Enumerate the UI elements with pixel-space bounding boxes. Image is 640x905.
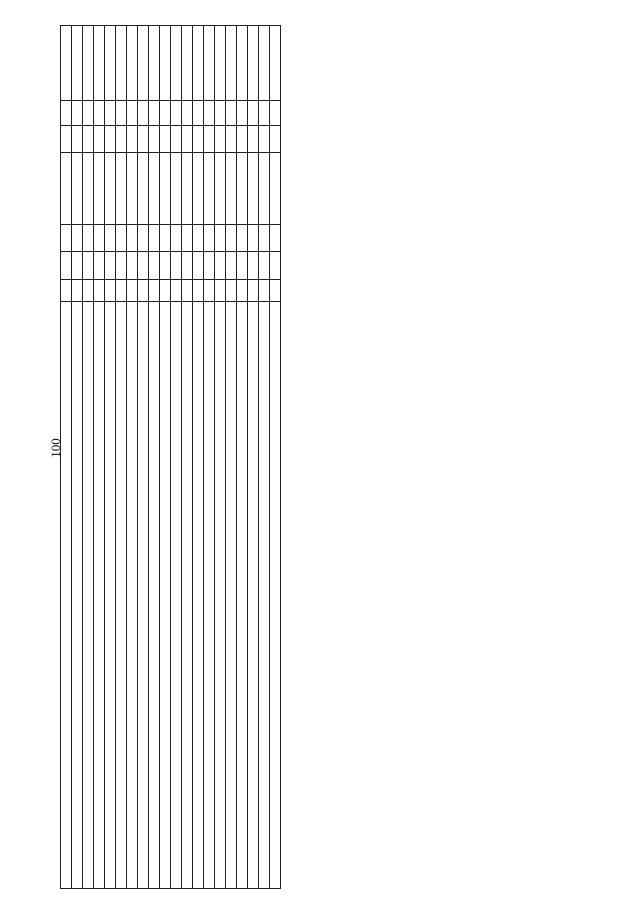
cell-vr xyxy=(94,125,105,152)
cell-rz xyxy=(270,252,281,279)
cell-cs xyxy=(160,152,171,224)
cell-pr xyxy=(171,225,182,252)
budget-table-area xyxy=(60,25,628,889)
cell-name xyxy=(149,302,160,889)
cell-vr xyxy=(61,125,72,152)
cell-pr xyxy=(83,225,94,252)
table-row xyxy=(149,26,160,889)
cell-cs xyxy=(83,152,94,224)
cell-name xyxy=(182,302,193,889)
cell-rz xyxy=(259,252,270,279)
cell-rz xyxy=(94,252,105,279)
table-row xyxy=(204,26,215,889)
cell-vr xyxy=(72,125,83,152)
cell-sum xyxy=(171,26,182,101)
cell-vr xyxy=(226,125,237,152)
cell-sum xyxy=(61,26,72,101)
cell-pr xyxy=(72,225,83,252)
cell-name xyxy=(127,302,138,889)
cell-name xyxy=(94,302,105,889)
cell-cs xyxy=(72,152,83,224)
cell-rz xyxy=(83,252,94,279)
cell-vr xyxy=(248,125,259,152)
cell-cs xyxy=(204,152,215,224)
cell-gr xyxy=(138,279,149,301)
cell-dp xyxy=(171,100,182,125)
cell-pr xyxy=(116,225,127,252)
cell-gr xyxy=(116,279,127,301)
table-row xyxy=(171,26,182,889)
cell-rz xyxy=(138,252,149,279)
cell-sum xyxy=(138,26,149,101)
cell-cs xyxy=(248,152,259,224)
cell-rz xyxy=(171,252,182,279)
cell-rz xyxy=(182,252,193,279)
cell-name xyxy=(72,302,83,889)
cell-rz xyxy=(61,252,72,279)
cell-gr xyxy=(72,279,83,301)
cell-dp xyxy=(105,100,116,125)
cell-vr xyxy=(204,125,215,152)
cell-gr xyxy=(193,279,204,301)
cell-dp xyxy=(149,100,160,125)
cell-cs xyxy=(116,152,127,224)
cell-pr xyxy=(94,225,105,252)
cell-name xyxy=(237,302,248,889)
cell-vr xyxy=(182,125,193,152)
cell-vr xyxy=(116,125,127,152)
cell-vr xyxy=(259,125,270,152)
cell-sum xyxy=(204,26,215,101)
cell-vr xyxy=(105,125,116,152)
cell-vr xyxy=(237,125,248,152)
cell-rz xyxy=(160,252,171,279)
cell-name xyxy=(248,302,259,889)
table-row xyxy=(160,26,171,889)
cell-pr xyxy=(105,225,116,252)
cell-pr xyxy=(127,225,138,252)
cell-gr xyxy=(83,279,94,301)
cell-sum xyxy=(160,26,171,101)
cell-pr xyxy=(61,225,72,252)
table-row xyxy=(182,26,193,889)
table-row xyxy=(72,26,83,889)
cell-vr xyxy=(215,125,226,152)
table-row xyxy=(61,26,72,889)
cell-sum xyxy=(72,26,83,101)
cell-sum xyxy=(215,26,226,101)
cell-sum xyxy=(226,26,237,101)
cell-rz xyxy=(193,252,204,279)
table-row xyxy=(116,26,127,889)
cell-cs xyxy=(94,152,105,224)
cell-rz xyxy=(237,252,248,279)
cell-name xyxy=(193,302,204,889)
cell-dp xyxy=(237,100,248,125)
cell-name xyxy=(116,302,127,889)
cell-cs xyxy=(270,152,281,224)
cell-name xyxy=(171,302,182,889)
table-row xyxy=(215,26,226,889)
cell-dp xyxy=(226,100,237,125)
cell-pr xyxy=(215,225,226,252)
cell-cs xyxy=(138,152,149,224)
cell-name xyxy=(61,302,72,889)
table-row xyxy=(237,26,248,889)
cell-cs xyxy=(105,152,116,224)
cell-dp xyxy=(193,100,204,125)
cell-dp xyxy=(72,100,83,125)
cell-dp xyxy=(160,100,171,125)
cell-cs xyxy=(226,152,237,224)
table-row xyxy=(193,26,204,889)
table-row xyxy=(105,26,116,889)
cell-sum xyxy=(248,26,259,101)
cell-name xyxy=(259,302,270,889)
cell-rz xyxy=(215,252,226,279)
cell-cs xyxy=(61,152,72,224)
cell-pr xyxy=(182,225,193,252)
table-row xyxy=(138,26,149,889)
cell-sum xyxy=(259,26,270,101)
cell-dp xyxy=(83,100,94,125)
cell-pr xyxy=(204,225,215,252)
cell-vr xyxy=(138,125,149,152)
cell-rz xyxy=(72,252,83,279)
cell-sum xyxy=(182,26,193,101)
cell-vr xyxy=(270,125,281,152)
table-row xyxy=(248,26,259,889)
cell-pr xyxy=(226,225,237,252)
cell-pr xyxy=(149,225,160,252)
cell-dp xyxy=(94,100,105,125)
cell-dp xyxy=(61,100,72,125)
cell-name xyxy=(204,302,215,889)
cell-name xyxy=(226,302,237,889)
cell-cs xyxy=(149,152,160,224)
cell-name xyxy=(105,302,116,889)
cell-pr xyxy=(248,225,259,252)
table-row xyxy=(127,26,138,889)
cell-gr xyxy=(182,279,193,301)
table-row xyxy=(226,26,237,889)
cell-cs xyxy=(237,152,248,224)
cell-gr xyxy=(204,279,215,301)
cell-cs xyxy=(259,152,270,224)
cell-rz xyxy=(204,252,215,279)
table-row xyxy=(94,26,105,889)
cell-cs xyxy=(171,152,182,224)
cell-dp xyxy=(215,100,226,125)
cell-dp xyxy=(248,100,259,125)
cell-dp xyxy=(204,100,215,125)
cell-pr xyxy=(160,225,171,252)
cell-sum xyxy=(127,26,138,101)
cell-gr xyxy=(259,279,270,301)
cell-rz xyxy=(127,252,138,279)
cell-gr xyxy=(94,279,105,301)
cell-vr xyxy=(160,125,171,152)
cell-dp xyxy=(138,100,149,125)
cell-cs xyxy=(193,152,204,224)
cell-sum xyxy=(270,26,281,101)
cell-gr xyxy=(160,279,171,301)
cell-dp xyxy=(116,100,127,125)
cell-gr xyxy=(149,279,160,301)
cell-name xyxy=(160,302,171,889)
cell-vr xyxy=(149,125,160,152)
cell-name xyxy=(138,302,149,889)
cell-sum xyxy=(237,26,248,101)
cell-pr xyxy=(237,225,248,252)
table-body xyxy=(61,26,281,889)
cell-dp xyxy=(259,100,270,125)
cell-sum xyxy=(94,26,105,101)
cell-vr xyxy=(193,125,204,152)
cell-gr xyxy=(226,279,237,301)
cell-cs xyxy=(182,152,193,224)
cell-rz xyxy=(116,252,127,279)
cell-gr xyxy=(270,279,281,301)
cell-pr xyxy=(138,225,149,252)
cell-sum xyxy=(83,26,94,101)
cell-dp xyxy=(182,100,193,125)
cell-name xyxy=(270,302,281,889)
cell-dp xyxy=(127,100,138,125)
cell-sum xyxy=(193,26,204,101)
cell-gr xyxy=(61,279,72,301)
cell-pr xyxy=(259,225,270,252)
rotated-table-container xyxy=(60,25,628,889)
cell-name xyxy=(215,302,226,889)
cell-rz xyxy=(149,252,160,279)
cell-rz xyxy=(248,252,259,279)
cell-gr xyxy=(171,279,182,301)
cell-gr xyxy=(248,279,259,301)
page-number: 100 xyxy=(48,438,63,458)
cell-sum xyxy=(116,26,127,101)
table-row xyxy=(259,26,270,889)
cell-cs xyxy=(127,152,138,224)
cell-rz xyxy=(226,252,237,279)
cell-gr xyxy=(237,279,248,301)
table-row xyxy=(83,26,94,889)
cell-gr xyxy=(127,279,138,301)
cell-dp xyxy=(270,100,281,125)
cell-pr xyxy=(193,225,204,252)
cell-rz xyxy=(105,252,116,279)
cell-sum xyxy=(149,26,160,101)
cell-vr xyxy=(83,125,94,152)
cell-name xyxy=(83,302,94,889)
cell-gr xyxy=(215,279,226,301)
cell-vr xyxy=(171,125,182,152)
cell-pr xyxy=(270,225,281,252)
table-row xyxy=(270,26,281,889)
budget-table xyxy=(60,25,281,889)
cell-sum xyxy=(105,26,116,101)
cell-gr xyxy=(105,279,116,301)
cell-cs xyxy=(215,152,226,224)
cell-vr xyxy=(127,125,138,152)
